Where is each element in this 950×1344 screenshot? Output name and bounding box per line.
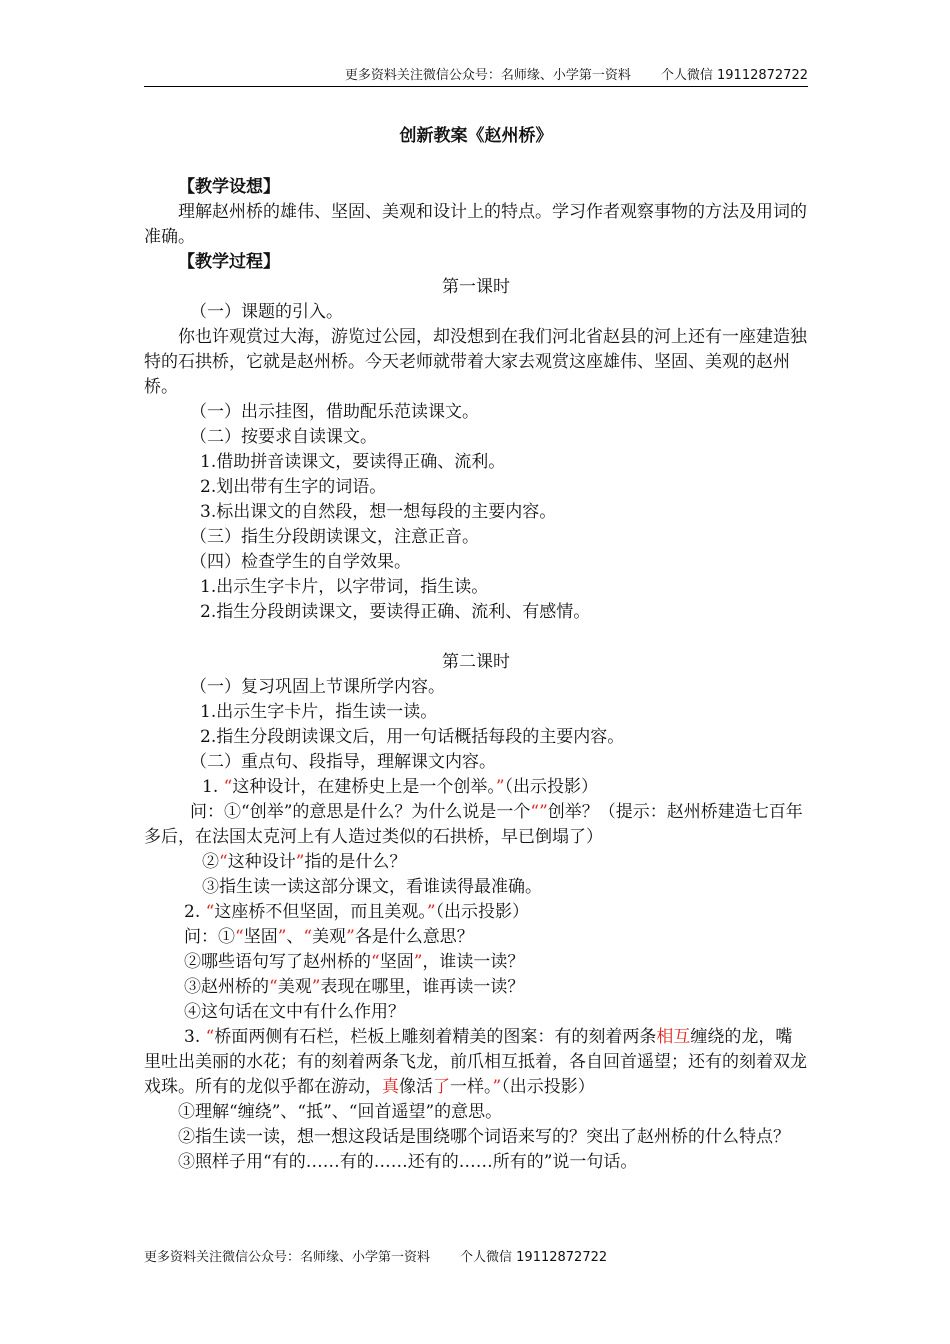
lesson1-substep: 3.标出课文的自然段，想一想每段的主要内容。 [200,502,557,522]
quote-1-question-b: ②“这种设计”指的是什么？ [202,852,407,872]
quote-1-question-c: ③指生读一读这部分课文，看谁读得最准确。 [202,877,542,897]
quote-3-question-c: ③照样子用“有的……有的……还有的……所有的”说一句话。 [178,1152,638,1172]
quote-2-question-b: ②哪些语句写了赵州桥的“坚固”，谁读一读？ [184,952,525,972]
section-heading-design: 【教学设想】 [178,177,280,197]
lesson2-step: （一）复习巩固上节课所学内容。 [190,677,445,697]
quote-1: 1. “这种设计，在建桥史上是一个创举。”（出示投影） [202,777,599,797]
page-footer [144,1246,607,1265]
lesson1-substep: 2.划出带有生字的词语。 [200,477,387,497]
document-title: 创新教案《赵州桥》 [399,126,553,146]
lesson2-step: （二）重点句、段指导，理解课文内容。 [190,752,496,772]
lesson1-substep: 2.指生分段朗读课文，要读得正确、流利、有感情。 [200,602,591,622]
lesson2-title: 第二课时 [442,652,510,672]
lesson2-substep: 2.指生分段朗读课文后，用一句话概括每段的主要内容。 [200,727,625,747]
lesson1-step: （一）出示挂图，借助配乐范读课文。 [190,402,479,422]
lesson1-substep: 1.出示生字卡片，以字带词，指生读。 [200,577,489,597]
design-paragraph: 理解赵州桥的雄伟、坚固、美观和设计上的特点。学习作者观察事物的方法及用词的准确。 [144,202,807,247]
lesson1-step: （一）课题的引入。 [190,302,343,322]
quote-3-question-a: ①理解“缠绕”、“抵”、“回首遥望”的意思。 [178,1102,503,1122]
lesson1-step: （四）检查学生的自学效果。 [190,552,411,572]
header-left-text: 更多资料关注微信公众号：名师缘、小学第一资料 [344,68,631,83]
quote-3-question-b: ②指生读一读，想一想这段话是围绕哪个词语来写的？突出了赵州桥的什么特点？ [178,1127,790,1147]
lesson1-step: （三）指生分段朗读课文，注意正音。 [190,527,479,547]
lesson1-title: 第一课时 [442,277,510,297]
quote-2-question-d: ④这句话在文中有什么作用？ [184,1002,405,1022]
lesson1-substep: 1.借助拼音读课文，要读得正确、流利。 [200,452,506,472]
quote-3: 3. “桥面两侧有石栏，栏板上雕刻着精美的图案：有的刻着两条相互缠绕的龙，嘴里吐出美丽的水花；有的刻着两条飞龙，前爪相互抵着，各自回首遥望；还有的刻着双龙戏珠。所有的龙似乎都在游动，真像活了一样。”（出示投影） [144,1027,807,1097]
lesson1-step: （二）按要求自读课文。 [190,427,377,447]
header-right-text: 个人微信 19112872722 [660,68,808,83]
quote-1-question-a: 问：①“创举”的意思是什么？为什么说是一个“”创举？（提示：赵州桥建造七百年多后，在法国太克河上有人造过类似的石拱桥，早已倒塌了） [144,802,803,847]
lesson2-substep: 1.出示生字卡片，指生读一读。 [200,702,438,722]
section-heading-process: 【教学过程】 [178,252,280,272]
page-header [144,64,808,87]
document-body [144,124,808,1175]
footer-right-text: 个人微信 19112872722 [460,1250,608,1265]
lesson1-intro-paragraph: 你也许观赏过大海，游览过公园，却没想到在我们河北省赵县的河上还有一座建造独特的石拱桥，它就是赵州桥。今天老师就带着大家去观赏这座雄伟、坚固、美观的赵州桥。 [144,327,807,397]
footer-left-text: 更多资料关注微信公众号：名师缘、小学第一资料 [144,1250,431,1265]
quote-2-question-c: ③赵州桥的“美观”表现在哪里，谁再读一读？ [184,977,525,997]
quote-2: 2. “这座桥不但坚固，而且美观。”（出示投影） [184,902,530,922]
quote-2-question-a: 问：①“坚固”、“美观”各是什么意思？ [184,927,474,947]
